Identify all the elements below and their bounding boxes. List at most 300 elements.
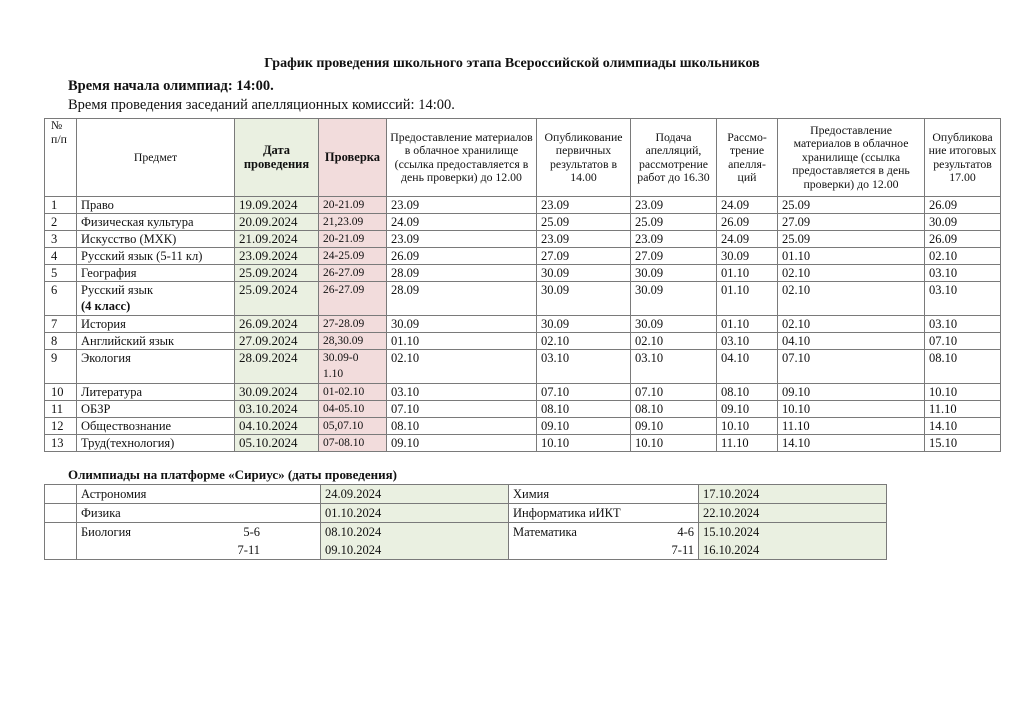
sirius-subject-name: Биология	[81, 525, 132, 539]
upload-materials-1-date	[387, 435, 537, 452]
final-results-date-text: 10.10	[929, 385, 958, 399]
upload-materials-1-date	[387, 401, 537, 418]
row-number	[45, 401, 77, 418]
appeal-submission-date	[631, 401, 717, 418]
upload-materials-2-date-text: 14.10	[782, 436, 811, 450]
row-number-text: 3	[51, 232, 58, 246]
upload-materials-1-date	[387, 265, 537, 282]
event-date-text: 25.09.2024	[239, 265, 298, 280]
final-results-date-text: 03.10	[929, 317, 958, 331]
sirius-row	[45, 523, 887, 560]
sirius-subject-name: Информатика иИКТ	[513, 506, 621, 520]
final-results-date	[925, 333, 1001, 350]
upload-materials-2-date	[778, 401, 925, 418]
event-date-text: 21.09.2024	[239, 231, 298, 246]
sirius-row	[45, 504, 887, 523]
upload-materials-2-date-text: 10.10	[782, 402, 811, 416]
event-date	[235, 265, 319, 282]
appeal-review-date-text: 01.10	[721, 317, 750, 331]
final-results-date	[925, 435, 1001, 452]
subject-name-text: История	[81, 317, 126, 331]
appeal-submission-date	[631, 333, 717, 350]
check-dates	[319, 435, 387, 452]
row-number-text: 5	[51, 266, 58, 280]
primary-results-date-text: 30.09	[541, 283, 570, 297]
row-number-text: 9	[51, 351, 58, 365]
header-number: № п/п	[45, 119, 77, 197]
upload-materials-2-date	[778, 265, 925, 282]
primary-results-date-text: 23.09	[541, 232, 570, 246]
schedule-row	[45, 435, 1001, 452]
check-dates	[319, 282, 387, 316]
appeal-review-date-text: 10.10	[721, 419, 750, 433]
check-dates	[319, 401, 387, 418]
sirius-right-subject-cell	[509, 485, 699, 504]
check-dates-text: 20-21.09	[323, 233, 365, 245]
row-number-text: 7	[51, 317, 58, 331]
appeal-submission-date-text: 30.09	[635, 317, 664, 331]
row-number-text: 12	[51, 419, 64, 433]
final-results-date	[925, 231, 1001, 248]
upload-materials-1-date	[387, 316, 537, 333]
subject-name-text: Физическая культура	[81, 215, 194, 229]
final-results-date-text: 07.10	[929, 334, 958, 348]
schedule-row	[45, 384, 1001, 401]
sirius-table	[44, 484, 887, 560]
upload-materials-2-date-text: 25.09	[782, 232, 811, 246]
subject-name-text: Обществознание	[81, 419, 172, 433]
primary-results-date	[537, 350, 631, 384]
sirius-row	[45, 485, 887, 504]
final-results-date	[925, 282, 1001, 316]
check-dates	[319, 333, 387, 350]
final-results-date	[925, 316, 1001, 333]
row-number-text: 6	[51, 283, 58, 297]
check-dates	[319, 231, 387, 248]
primary-results-date-text: 08.10	[541, 402, 570, 416]
event-date-text: 25.09.2024	[239, 282, 298, 297]
event-date-text: 28.09.2024	[239, 350, 298, 365]
upload-materials-1-date	[387, 333, 537, 350]
appeal-submission-date-text: 02.10	[635, 334, 664, 348]
appeal-review-date	[717, 333, 778, 350]
appeal-review-date	[717, 401, 778, 418]
appeal-submission-date-text: 10.10	[635, 436, 664, 450]
primary-results-date-text: 30.09	[541, 266, 570, 280]
primary-results-date	[537, 282, 631, 316]
schedule-row	[45, 316, 1001, 333]
sirius-left-subject-cell	[77, 523, 321, 560]
appeal-submission-date	[631, 231, 717, 248]
primary-results-date	[537, 384, 631, 401]
sirius-grade-level: 4-6	[677, 525, 694, 539]
check-dates-text: 07-08.10	[323, 437, 365, 449]
check-dates	[319, 350, 387, 384]
check-dates	[319, 418, 387, 435]
row-number	[45, 333, 77, 350]
appeal-review-date-text: 04.10	[721, 351, 750, 365]
primary-results-date	[537, 214, 631, 231]
sirius-date: 08.10.2024	[325, 525, 382, 539]
appeal-submission-date-text: 23.09	[635, 232, 664, 246]
event-date-text: 03.10.2024	[239, 401, 298, 416]
subject-name-text: География	[81, 266, 137, 280]
row-number	[45, 214, 77, 231]
upload-materials-2-date-text: 09.10	[782, 385, 811, 399]
appeal-review-date	[717, 231, 778, 248]
row-number	[45, 231, 77, 248]
appeal-review-date-text: 03.10	[721, 334, 750, 348]
upload-materials-1-date-text: 07.10	[391, 402, 420, 416]
appeal-review-date	[717, 214, 778, 231]
final-results-date-text: 26.09	[929, 232, 958, 246]
check-dates	[319, 248, 387, 265]
upload-materials-2-date-text: 07.10	[782, 351, 811, 365]
appeal-review-date-text: 09.10	[721, 402, 750, 416]
row-number	[45, 435, 77, 452]
upload-materials-2-date	[778, 231, 925, 248]
sirius-date: 01.10.2024	[325, 506, 382, 520]
event-date-text: 19.09.2024	[239, 197, 298, 212]
primary-results-date-text: 09.10	[541, 419, 570, 433]
upload-materials-2-date-text: 04.10	[782, 334, 811, 348]
primary-results-date-text: 10.10	[541, 436, 570, 450]
final-results-date-text: 15.10	[929, 436, 958, 450]
final-results-date-text: 02.10	[929, 249, 958, 263]
primary-results-date	[537, 197, 631, 214]
event-date	[235, 316, 319, 333]
upload-materials-2-date-text: 02.10	[782, 283, 811, 297]
appeal-submission-date-text: 03.10	[635, 351, 664, 365]
schedule-row	[45, 350, 1001, 384]
appeal-review-date	[717, 282, 778, 316]
upload-materials-2-date	[778, 384, 925, 401]
appeal-submission-date-text: 30.09	[635, 266, 664, 280]
appeal-review-date-text: 24.09	[721, 198, 750, 212]
primary-results-date-text: 27.09	[541, 249, 570, 263]
schedule-row	[45, 401, 1001, 418]
upload-materials-1-date	[387, 282, 537, 316]
final-results-date	[925, 265, 1001, 282]
sirius-date: 24.09.2024	[325, 487, 382, 501]
event-date-text: 04.10.2024	[239, 418, 298, 433]
appeal-submission-date-text: 09.10	[635, 419, 664, 433]
header-subject: Предмет	[77, 119, 235, 197]
check-dates-text: 27-28.09	[323, 318, 365, 330]
upload-materials-2-date-text: 02.10	[782, 317, 811, 331]
row-number-text: 1	[51, 198, 58, 212]
appeal-review-date	[717, 197, 778, 214]
row-number	[45, 265, 77, 282]
final-results-date-text: 03.10	[929, 283, 958, 297]
event-date	[235, 333, 319, 350]
subject-name	[77, 401, 235, 418]
row-number-text: 11	[51, 402, 64, 416]
upload-materials-2-date	[778, 316, 925, 333]
schedule-row	[45, 197, 1001, 214]
primary-results-date-text: 23.09	[541, 198, 570, 212]
event-date-text: 26.09.2024	[239, 316, 298, 331]
sirius-left-date-cell	[321, 523, 509, 560]
upload-materials-1-date-text: 01.10	[391, 334, 420, 348]
final-results-date-text: 08.10	[929, 351, 958, 365]
sirius-left-date-cell	[321, 504, 509, 523]
check-dates-text: 30.09-01.10	[323, 352, 359, 380]
appeal-submission-date	[631, 265, 717, 282]
appeal-time-line: Время проведения заседаний апелляционных комиссий: 14:00.	[68, 97, 455, 113]
subject-name-text: ОБЗР	[81, 402, 111, 416]
appeal-submission-date-text: 08.10	[635, 402, 664, 416]
sirius-right-date-cell	[699, 504, 887, 523]
sirius-right-date-cell	[699, 485, 887, 504]
upload-materials-1-date-text: 28.09	[391, 266, 420, 280]
upload-materials-1-date	[387, 418, 537, 435]
check-dates-text: 26-27.09	[323, 284, 365, 296]
check-dates	[319, 214, 387, 231]
subject-name	[77, 282, 235, 316]
sirius-date: 09.10.2024	[325, 543, 382, 557]
final-results-date	[925, 418, 1001, 435]
row-number-text: 8	[51, 334, 58, 348]
appeal-submission-date-text: 23.09	[635, 198, 664, 212]
final-results-date-text: 03.10	[929, 266, 958, 280]
sirius-left-date-cell	[321, 485, 509, 504]
schedule-row	[45, 282, 1001, 316]
upload-materials-1-date-text: 23.09	[391, 232, 420, 246]
appeal-submission-date	[631, 316, 717, 333]
primary-results-date-text: 25.09	[541, 215, 570, 229]
subject-name-text: Искусство (МХК)	[81, 232, 177, 246]
header-date: Дата проведения	[235, 119, 319, 197]
sirius-section-title: Олимпиады на платформе «Сириус» (даты проведения)	[68, 467, 397, 482]
subject-name-text: Русский язык	[81, 283, 154, 297]
sirius-blank-cell	[45, 523, 77, 560]
sirius-grade-level: 7-11	[671, 543, 694, 557]
appeal-submission-date	[631, 197, 717, 214]
final-results-date	[925, 248, 1001, 265]
appeal-review-date-text: 01.10	[721, 266, 750, 280]
sirius-body	[45, 485, 887, 560]
check-dates-text: 05,07.10	[323, 420, 364, 432]
document-title: График проведения школьного этапа Всероссийской олимпиады школьников	[264, 56, 760, 71]
upload-materials-2-date	[778, 197, 925, 214]
subject-name	[77, 333, 235, 350]
subject-name-text: Литература	[81, 385, 142, 399]
upload-materials-2-date	[778, 435, 925, 452]
primary-results-date	[537, 316, 631, 333]
row-number	[45, 418, 77, 435]
event-date	[235, 350, 319, 384]
sirius-blank-cell	[45, 485, 77, 504]
sirius-left-subject-cell	[77, 504, 321, 523]
header-primary-results: Опубликование первичных результатов в 14.00	[537, 119, 631, 197]
header-appeal-submission: Подача апелляций, рассмотрение работ до 16.30	[631, 119, 717, 197]
subject-note: (4 класс)	[81, 299, 131, 313]
appeal-submission-date	[631, 214, 717, 231]
row-number	[45, 282, 77, 316]
final-results-date	[925, 214, 1001, 231]
primary-results-date	[537, 435, 631, 452]
sirius-right-subject-cell	[509, 523, 699, 560]
event-date-text: 27.09.2024	[239, 333, 298, 348]
appeal-review-date	[717, 435, 778, 452]
sirius-subject-name: Математика	[513, 525, 577, 539]
appeal-review-date-text: 30.09	[721, 249, 750, 263]
row-number	[45, 384, 77, 401]
final-results-date-text: 14.10	[929, 419, 958, 433]
upload-materials-1-date	[387, 248, 537, 265]
subject-name	[77, 265, 235, 282]
upload-materials-1-date	[387, 384, 537, 401]
check-dates-text: 21,23.09	[323, 216, 364, 228]
sirius-right-subject-cell	[509, 504, 699, 523]
header-check: Проверка	[319, 119, 387, 197]
subject-name	[77, 316, 235, 333]
check-dates-text: 01-02.10	[323, 386, 365, 398]
final-results-date-text: 26.09	[929, 198, 958, 212]
subject-name-text: Право	[81, 198, 114, 212]
event-date	[235, 401, 319, 418]
subject-name	[77, 435, 235, 452]
schedule-header-row	[45, 119, 1001, 197]
appeal-review-date-text: 01.10	[721, 283, 750, 297]
upload-materials-1-date-text: 30.09	[391, 317, 420, 331]
check-dates-text: 28,30.09	[323, 335, 364, 347]
upload-materials-1-date-text: 03.10	[391, 385, 420, 399]
primary-results-date	[537, 418, 631, 435]
appeal-submission-date-text: 27.09	[635, 249, 664, 263]
primary-results-date-text: 03.10	[541, 351, 570, 365]
appeal-review-date	[717, 248, 778, 265]
appeal-review-date-text: 24.09	[721, 232, 750, 246]
appeal-review-date	[717, 384, 778, 401]
sirius-blank-cell	[45, 504, 77, 523]
primary-results-date	[537, 231, 631, 248]
event-date-text: 23.09.2024	[239, 248, 298, 263]
sirius-date: 22.10.2024	[703, 506, 760, 520]
appeal-review-date-text: 26.09	[721, 215, 750, 229]
schedule-body	[45, 197, 1001, 452]
schedule-row	[45, 214, 1001, 231]
final-results-date-text: 30.09	[929, 215, 958, 229]
sirius-subject-name: Физика	[81, 506, 121, 520]
sirius-date: 17.10.2024	[703, 487, 760, 501]
schedule-row	[45, 333, 1001, 350]
upload-materials-1-date-text: 09.10	[391, 436, 420, 450]
upload-materials-2-date	[778, 333, 925, 350]
subject-name	[77, 384, 235, 401]
upload-materials-1-date	[387, 214, 537, 231]
event-date	[235, 435, 319, 452]
subject-name-text: Русский язык (5-11 кл)	[81, 249, 203, 263]
row-number-text: 13	[51, 436, 64, 450]
final-results-date	[925, 197, 1001, 214]
final-results-date-text: 11.10	[929, 402, 957, 416]
event-date	[235, 231, 319, 248]
upload-materials-2-date-text: 01.10	[782, 249, 811, 263]
upload-materials-1-date	[387, 197, 537, 214]
check-dates	[319, 265, 387, 282]
row-number	[45, 350, 77, 384]
sirius-grade-level: 7-11	[237, 543, 260, 557]
sirius-grade-level: 5-6	[243, 525, 260, 539]
appeal-submission-date	[631, 248, 717, 265]
upload-materials-2-date-text: 27.09	[782, 215, 811, 229]
sirius-left-subject-cell	[77, 485, 321, 504]
primary-results-date-text: 07.10	[541, 385, 570, 399]
final-results-date	[925, 401, 1001, 418]
appeal-submission-date-text: 30.09	[635, 283, 664, 297]
upload-materials-1-date-text: 08.10	[391, 419, 420, 433]
sirius-subject-name: Химия	[513, 487, 550, 501]
upload-materials-2-date	[778, 248, 925, 265]
event-date	[235, 248, 319, 265]
subject-name	[77, 350, 235, 384]
primary-results-date	[537, 265, 631, 282]
check-dates-text: 20-21.09	[323, 199, 365, 211]
subject-name	[77, 231, 235, 248]
upload-materials-2-date	[778, 214, 925, 231]
row-number-text: 2	[51, 215, 58, 229]
event-date	[235, 282, 319, 316]
appeal-submission-date	[631, 282, 717, 316]
schedule-row	[45, 418, 1001, 435]
appeal-review-date	[717, 265, 778, 282]
upload-materials-1-date-text: 26.09	[391, 249, 420, 263]
sirius-date: 15.10.2024	[703, 525, 760, 539]
sirius-subject-name: Астрономия	[81, 487, 147, 501]
subject-name	[77, 248, 235, 265]
check-dates-text: 04-05.10	[323, 403, 365, 415]
subject-name	[77, 197, 235, 214]
final-results-date	[925, 384, 1001, 401]
appeal-submission-date	[631, 384, 717, 401]
appeal-review-date	[717, 418, 778, 435]
check-dates	[319, 384, 387, 401]
upload-materials-2-date	[778, 418, 925, 435]
final-results-date	[925, 350, 1001, 384]
row-number-text: 4	[51, 249, 58, 263]
event-date-text: 05.10.2024	[239, 435, 298, 450]
row-number	[45, 197, 77, 214]
header-upload-materials-1: Предоставление материалов в облачное хранилище (ссылка предоставляется в день проверки) до 12.00	[387, 119, 537, 197]
event-date-text: 20.09.2024	[239, 214, 298, 229]
appeal-submission-date	[631, 418, 717, 435]
sirius-right-date-cell	[699, 523, 887, 560]
upload-materials-1-date	[387, 350, 537, 384]
appeal-submission-date-text: 25.09	[635, 215, 664, 229]
sirius-date: 16.10.2024	[703, 543, 760, 557]
header-appeal-review: Рассмо-трение апелля-ций	[717, 119, 778, 197]
upload-materials-2-date-text: 25.09	[782, 198, 811, 212]
appeal-review-date-text: 08.10	[721, 385, 750, 399]
header-final-results: Опубликова ние итоговых результатов 17.00	[925, 119, 1001, 197]
event-date	[235, 214, 319, 231]
primary-results-date	[537, 333, 631, 350]
check-dates	[319, 197, 387, 214]
schedule-row	[45, 231, 1001, 248]
check-dates-text: 24-25.09	[323, 250, 365, 262]
row-number-text: 10	[51, 385, 64, 399]
upload-materials-2-date-text: 02.10	[782, 266, 811, 280]
subject-name	[77, 214, 235, 231]
upload-materials-1-date	[387, 231, 537, 248]
header-upload-materials-2: Предоставление материалов в облачное хранилище (ссылка предоставляется в день проверки) до 12.00	[778, 119, 925, 197]
primary-results-date-text: 02.10	[541, 334, 570, 348]
upload-materials-1-date-text: 02.10	[391, 351, 420, 365]
check-dates-text: 26-27.09	[323, 267, 365, 279]
event-date	[235, 384, 319, 401]
